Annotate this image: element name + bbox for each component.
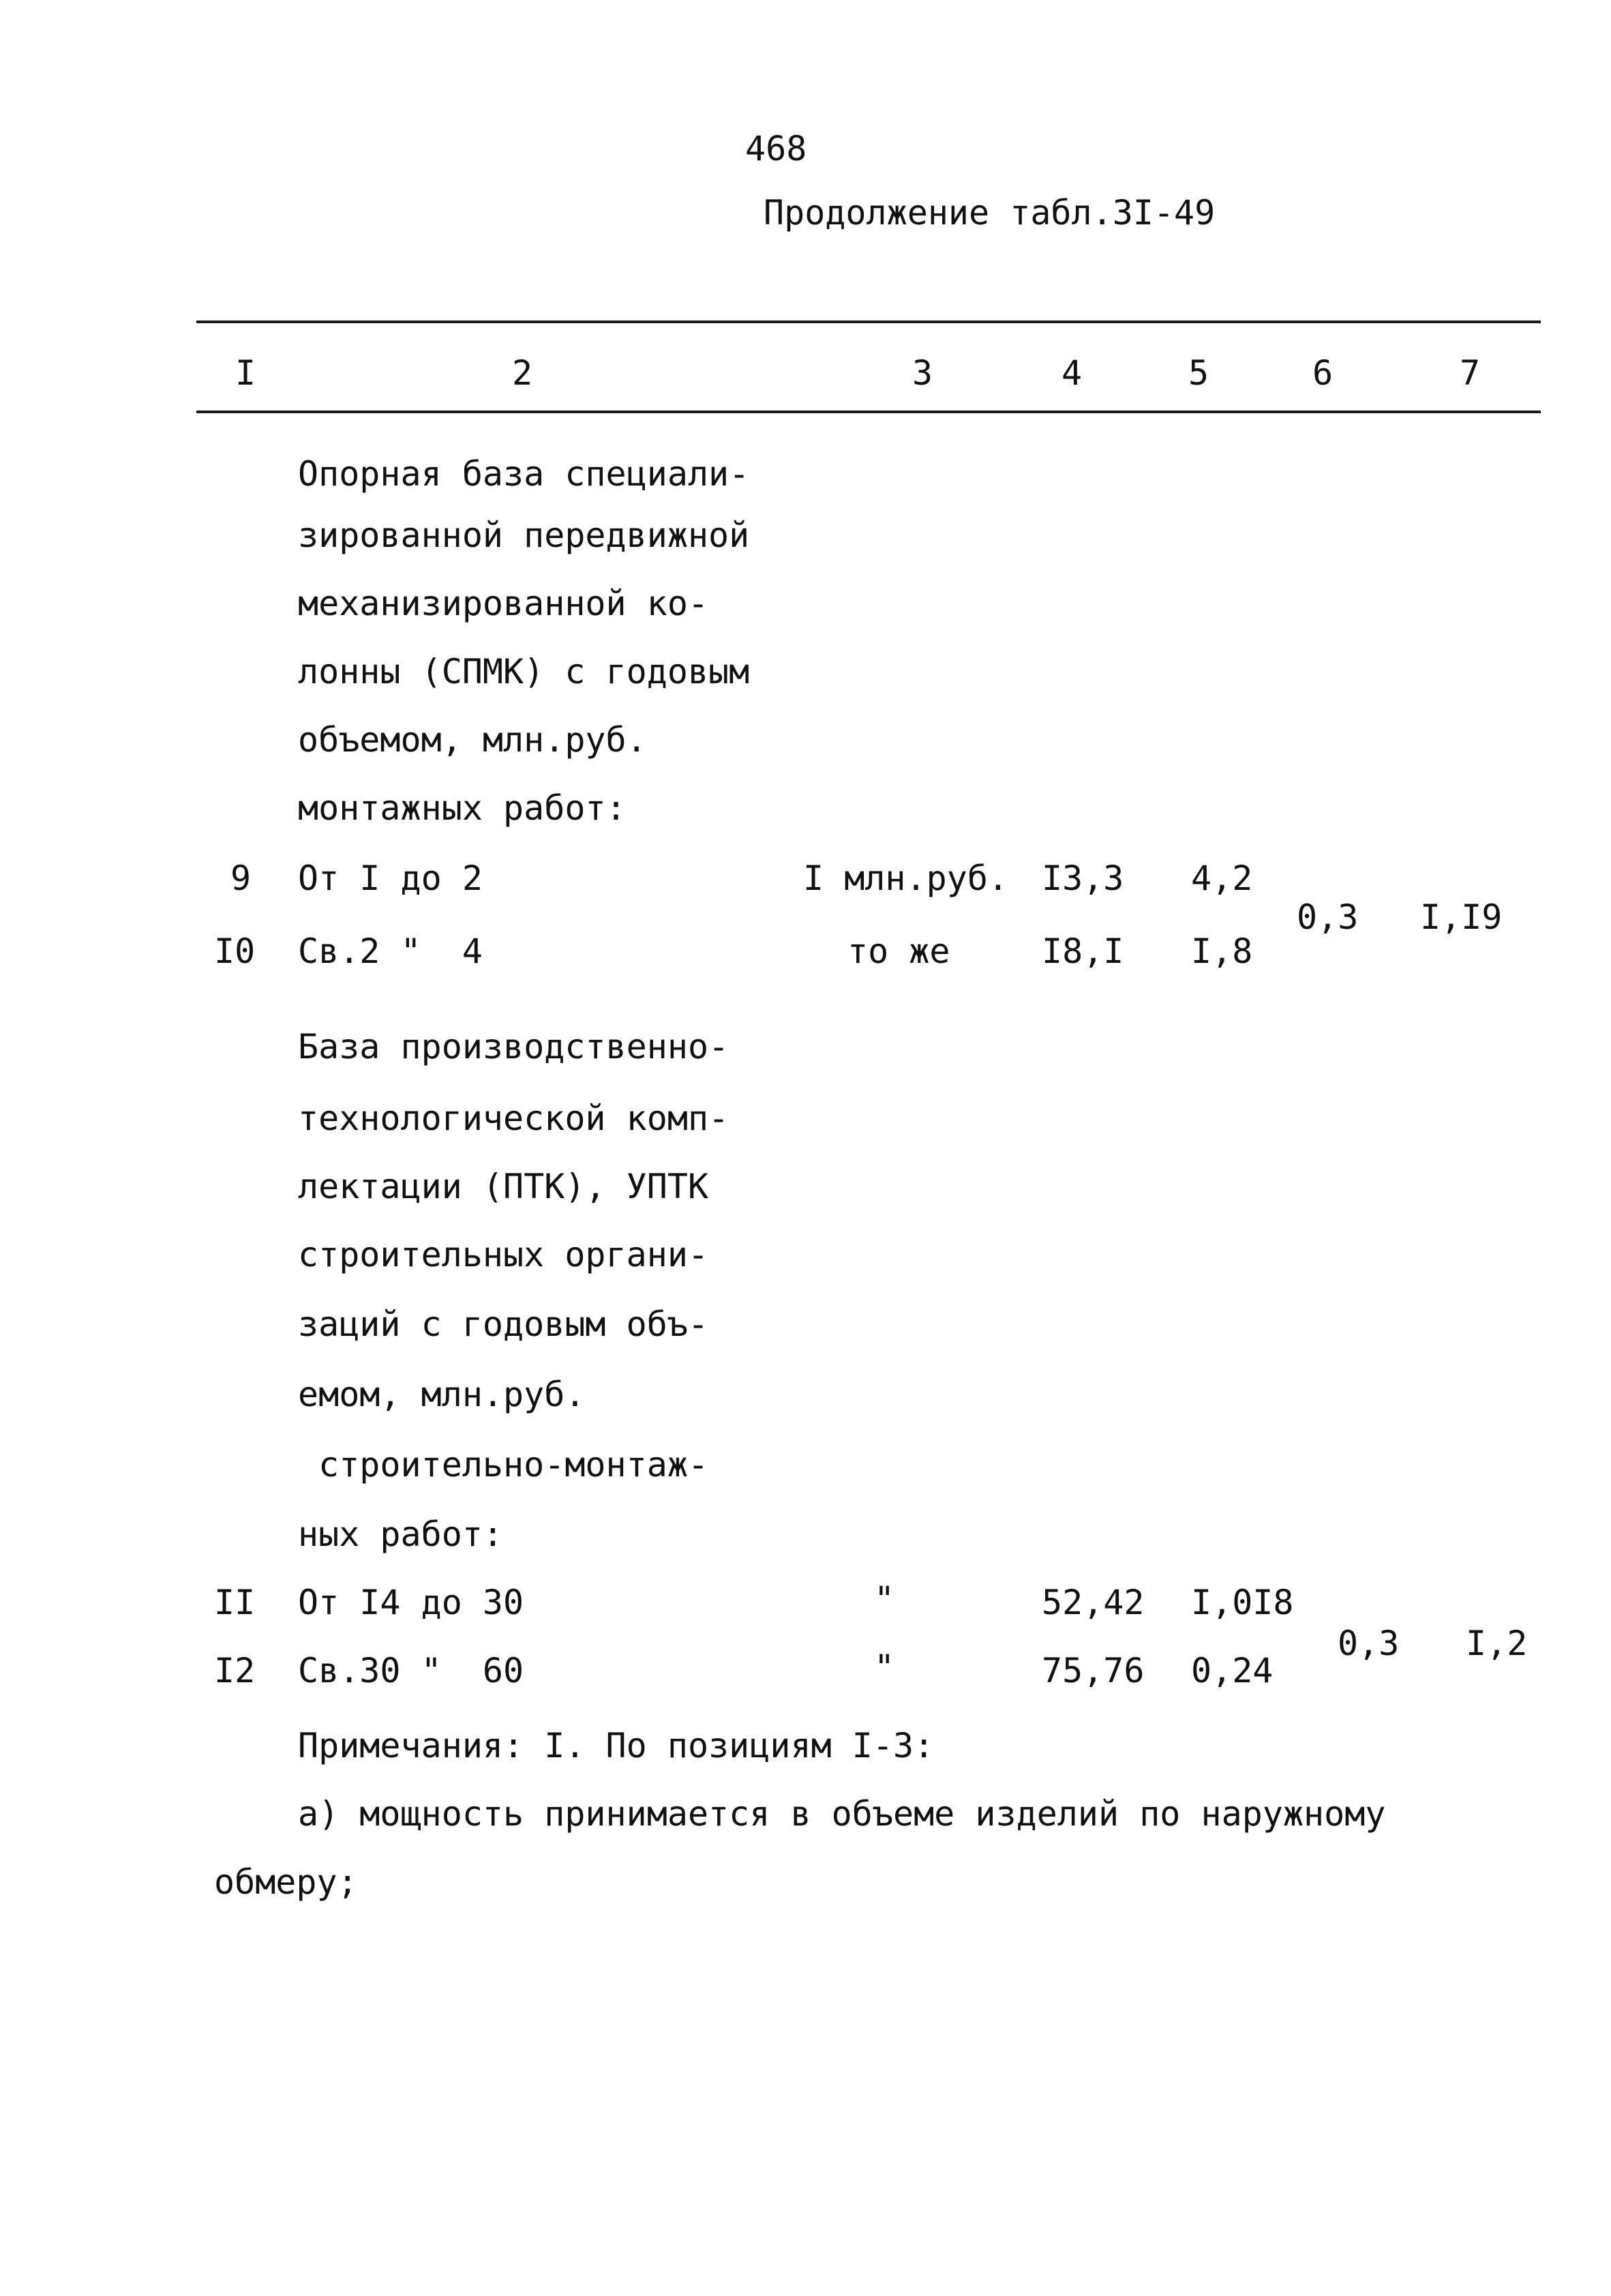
merged-col6-value: 0,3 bbox=[1297, 897, 1359, 937]
column-header-5: 5 bbox=[1188, 353, 1209, 393]
row-name: Св.2 " 4 bbox=[298, 931, 483, 971]
column-header-3: 3 bbox=[912, 353, 933, 393]
section-heading-line: механизированной ко- bbox=[298, 584, 709, 623]
row-col5: I,0I8 bbox=[1191, 1583, 1294, 1622]
section-heading-line: строительно-монтаж- bbox=[298, 1445, 709, 1485]
row-col5: 4,2 bbox=[1191, 859, 1253, 898]
row-name: От I до 2 bbox=[298, 859, 483, 898]
section-heading-line: лонны (СПМК) с годовым bbox=[298, 652, 750, 691]
page-number: 468 bbox=[745, 129, 807, 168]
note-line: а) мощность принимается в объеме изделий по наружному bbox=[298, 1794, 1386, 1834]
table-top-rule bbox=[196, 320, 1541, 323]
column-header-6: 6 bbox=[1312, 353, 1334, 393]
row-number: 9 bbox=[230, 859, 252, 898]
column-header-2: 2 bbox=[511, 353, 533, 393]
merged-col6-value: 0,3 bbox=[1338, 1624, 1400, 1663]
section-heading-line: ных работ: bbox=[298, 1515, 504, 1554]
section-heading-line: строительных органи- bbox=[298, 1235, 709, 1274]
section-heading-line: технологической комп- bbox=[298, 1099, 729, 1138]
row-number: II bbox=[214, 1583, 256, 1622]
row-col5: I,8 bbox=[1191, 931, 1253, 971]
row-name: От I4 до 30 bbox=[298, 1583, 524, 1622]
row-number: I2 bbox=[214, 1651, 256, 1690]
section-heading-line: монтажных работ: bbox=[298, 788, 627, 828]
note-line: Примечания: I. По позициям I-3: bbox=[298, 1726, 935, 1765]
row-col4: I8,I bbox=[1042, 931, 1124, 971]
section-heading-line: База производственно- bbox=[298, 1027, 729, 1067]
merged-col7-value: I,I9 bbox=[1420, 897, 1503, 937]
row-unit: то же bbox=[847, 931, 950, 971]
row-col4: 52,42 bbox=[1042, 1583, 1145, 1622]
section-heading-line: объемом, млн.руб. bbox=[298, 720, 647, 760]
column-header-7: 7 bbox=[1459, 353, 1481, 393]
row-col4: 75,76 bbox=[1042, 1651, 1145, 1690]
table-header-rule bbox=[196, 411, 1541, 413]
note-line: обмеру; bbox=[214, 1862, 358, 1902]
section-heading-line: лектации (ПТК), УПТК bbox=[298, 1167, 709, 1206]
section-heading-line: заций с годовым объ- bbox=[298, 1304, 709, 1344]
merged-col7-value: I,2 bbox=[1466, 1624, 1528, 1663]
row-col5: 0,24 bbox=[1191, 1651, 1274, 1690]
section-heading-line: Опорная база специали- bbox=[298, 454, 750, 494]
section-heading-line: зированной передвижной bbox=[298, 516, 750, 555]
continuation-title: Продолжение табл.3I-49 bbox=[764, 193, 1216, 233]
row-unit: I млн.руб. bbox=[803, 859, 1009, 898]
row-unit: " bbox=[874, 1579, 895, 1619]
row-number: I0 bbox=[214, 931, 256, 971]
section-heading-line: емом, млн.руб. bbox=[298, 1375, 586, 1414]
column-header-1: I bbox=[235, 353, 256, 393]
row-name: Св.30 " 60 bbox=[298, 1651, 524, 1690]
row-col4: I3,3 bbox=[1042, 859, 1124, 898]
row-unit: " bbox=[874, 1648, 895, 1687]
column-header-4: 4 bbox=[1061, 353, 1083, 393]
